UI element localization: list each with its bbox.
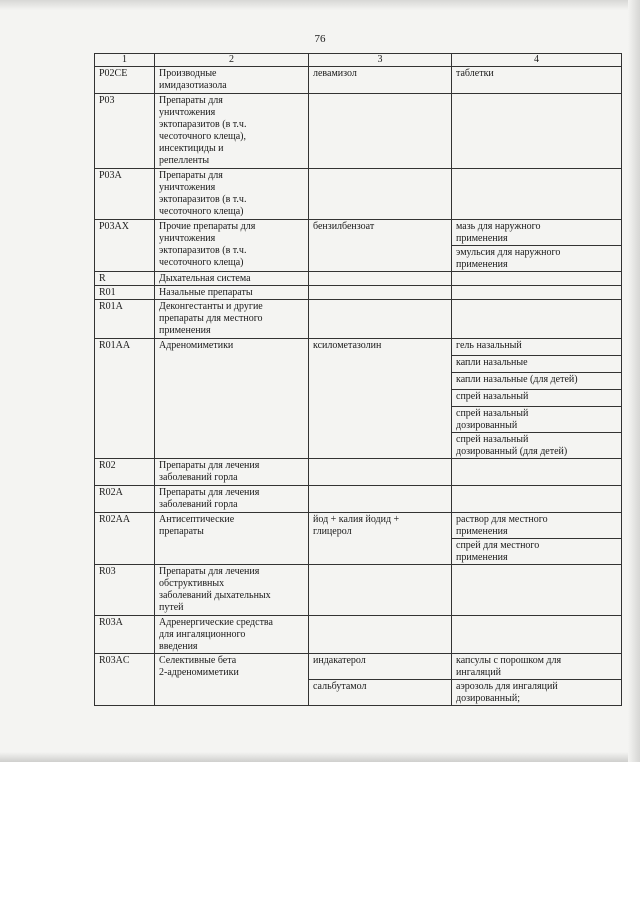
atc-group-name-cell: Препараты для лечения заболеваний горла	[155, 486, 309, 513]
dosage-form-cell: эмульсия для наружного применения	[452, 246, 622, 272]
dosage-form-cell	[452, 616, 622, 654]
drug-name-cell	[309, 616, 452, 654]
drug-name-cell	[309, 94, 452, 169]
drug-name-cell	[309, 486, 452, 513]
dosage-form-cell	[452, 486, 622, 513]
dosage-form-cell: спрей назальный дозированный (для детей)	[452, 433, 622, 459]
atc-code-cell: R03AC	[95, 654, 155, 706]
dosage-form-cell	[452, 169, 622, 220]
drug-name-cell: ксилометазолин	[309, 339, 452, 459]
atc-group-name-cell: Производные имидазотиазола	[155, 67, 309, 94]
scan-edge-bottom	[0, 752, 640, 762]
drug-name-cell	[309, 169, 452, 220]
scan-edge-top	[0, 0, 640, 10]
dosage-form-cell: капсулы с порошком для ингаляций	[452, 654, 622, 680]
table-row	[95, 486, 622, 513]
table-row	[95, 616, 622, 654]
atc-code-cell: R03A	[95, 616, 155, 654]
atc-code-cell: R	[95, 272, 155, 286]
drug-name-cell: бензилбензоат	[309, 220, 452, 272]
header-cell-1: 1	[95, 54, 155, 67]
table-row	[95, 565, 622, 616]
dosage-form-cell	[452, 300, 622, 339]
atc-code-cell: R02AA	[95, 513, 155, 565]
drug-name-cell	[309, 286, 452, 300]
atc-group-name-cell: Антисептические препараты	[155, 513, 309, 565]
dosage-form-cell	[452, 272, 622, 286]
drug-name-cell	[309, 300, 452, 339]
drug-name-cell	[309, 565, 452, 616]
dosage-form-cell: спрей назальный	[452, 390, 622, 407]
atc-code-cell: R01	[95, 286, 155, 300]
atc-code-cell: R02A	[95, 486, 155, 513]
atc-code-cell: P03A	[95, 169, 155, 220]
scan-edge-right	[628, 0, 640, 762]
dosage-form-cell: раствор для местного применения	[452, 513, 622, 539]
atc-group-name-cell: Назальные препараты	[155, 286, 309, 300]
table-row	[95, 94, 622, 169]
table-row	[95, 300, 622, 339]
dosage-form-cell	[452, 459, 622, 486]
drug-name-cell: левамизол	[309, 67, 452, 94]
dosage-form-cell	[452, 565, 622, 616]
atc-group-name-cell: Препараты для уничтожения эктопаразитов (в т.ч. чесоточного клеща)	[155, 169, 309, 220]
dosage-form-cell: аэрозоль для ингаляций дозированный;	[452, 680, 622, 706]
atc-group-name-cell: Препараты для лечения заболеваний горла	[155, 459, 309, 486]
table-row	[95, 169, 622, 220]
dosage-form-cell: спрей назальный дозированный	[452, 407, 622, 433]
table-row	[95, 272, 622, 286]
page-number: 76	[314, 33, 326, 45]
header-cell-3: 3	[309, 54, 452, 67]
drug-name-cell: сальбутамол	[309, 680, 452, 706]
atc-group-name-cell: Препараты для уничтожения эктопаразитов (в т.ч. чесоточного клеща), инсектициды и репелленты	[155, 94, 309, 169]
drug-name-cell	[309, 272, 452, 286]
medication-table	[94, 53, 622, 706]
header-row	[95, 54, 622, 67]
table-row	[95, 513, 622, 539]
atc-group-name-cell: Адренергические средства для ингаляционного введения	[155, 616, 309, 654]
dosage-form-cell: капли назальные	[452, 356, 622, 373]
table-row	[95, 286, 622, 300]
atc-code-cell: P03	[95, 94, 155, 169]
atc-group-name-cell: Деконгестанты и другие препараты для местного применения	[155, 300, 309, 339]
dosage-form-cell: таблетки	[452, 67, 622, 94]
dosage-form-cell	[452, 94, 622, 169]
drug-name-cell	[309, 459, 452, 486]
dosage-form-cell: капли назальные (для детей)	[452, 373, 622, 390]
atc-code-cell: P03AX	[95, 220, 155, 272]
dosage-form-cell: спрей для местного применения	[452, 539, 622, 565]
table-row	[95, 220, 622, 246]
atc-code-cell: P02CE	[95, 67, 155, 94]
atc-code-cell: R02	[95, 459, 155, 486]
atc-group-name-cell: Селективные бета 2-адреномиметики	[155, 654, 309, 706]
atc-code-cell: R01AA	[95, 339, 155, 459]
atc-group-name-cell: Препараты для лечения обструктивных заболеваний дыхательных путей	[155, 565, 309, 616]
dosage-form-cell: гель назальный	[452, 339, 622, 356]
atc-group-name-cell: Адреномиметики	[155, 339, 309, 459]
drug-name-cell: индакатерол	[309, 654, 452, 680]
header-cell-4: 4	[452, 54, 622, 67]
dosage-form-cell	[452, 286, 622, 300]
table-row	[95, 339, 622, 356]
table-row	[95, 459, 622, 486]
header-cell-2: 2	[155, 54, 309, 67]
drug-name-cell: йод + калия йодид + глицерол	[309, 513, 452, 565]
atc-code-cell: R01A	[95, 300, 155, 339]
atc-code-cell: R03	[95, 565, 155, 616]
atc-group-name-cell: Прочие препараты для уничтожения эктопаразитов (в т.ч. чесоточного клеща)	[155, 220, 309, 272]
table-row	[95, 67, 622, 94]
atc-group-name-cell: Дыхательная система	[155, 272, 309, 286]
dosage-form-cell: мазь для наружного применения	[452, 220, 622, 246]
table-row	[95, 654, 622, 680]
